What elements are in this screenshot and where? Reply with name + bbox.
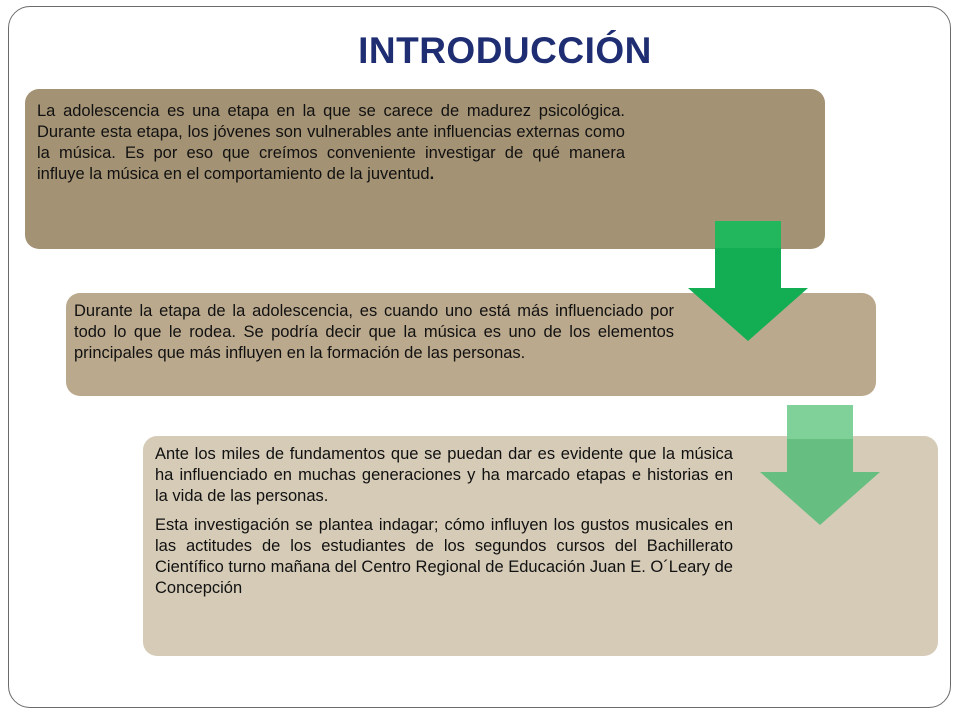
page-title: INTRODUCCIÓN (358, 30, 652, 71)
arrow-down-icon (686, 221, 810, 343)
step-1-text-main: La adolescencia es una etapa en la que se carece de madurez psicológica. Durante esta etapa, los jóvenes son vulnerables ante influencias externas como la música. Es por eso que creímos conveniente investigar de qué manera influye la música en el comportamiento de la juventud (37, 102, 625, 183)
step-3-paragraph-2-main: Esta investigación se plantea indagar; cómo influyen los gustos musicales en las actitudes de los estudiantes de los segundos cursos del Bachillerato Científico turno mañana del Centro Regional de Educación Juan E. O´Leary de Concepción (155, 516, 733, 597)
step-3-paragraph-1: Ante los miles de fundamentos que se puedan dar es evidente que la música ha influenciado en muchas generaciones y ha marcado etapas e historias en la vida de las personas. (155, 445, 733, 505)
step-1-text-end: . (429, 165, 435, 183)
arrow-down-icon (758, 405, 882, 527)
step-2-text: Durante la etapa de la adolescencia, es cuando uno está más influenciado por todo lo que le rodea. Se podría decir que la música es uno de los elementos principales que más influyen en la formación de las personas. (74, 302, 674, 362)
step-1-text (37, 101, 625, 185)
step-3-paragraph-2-end: . (242, 579, 247, 597)
step-3-paragraph-2 (155, 515, 733, 599)
